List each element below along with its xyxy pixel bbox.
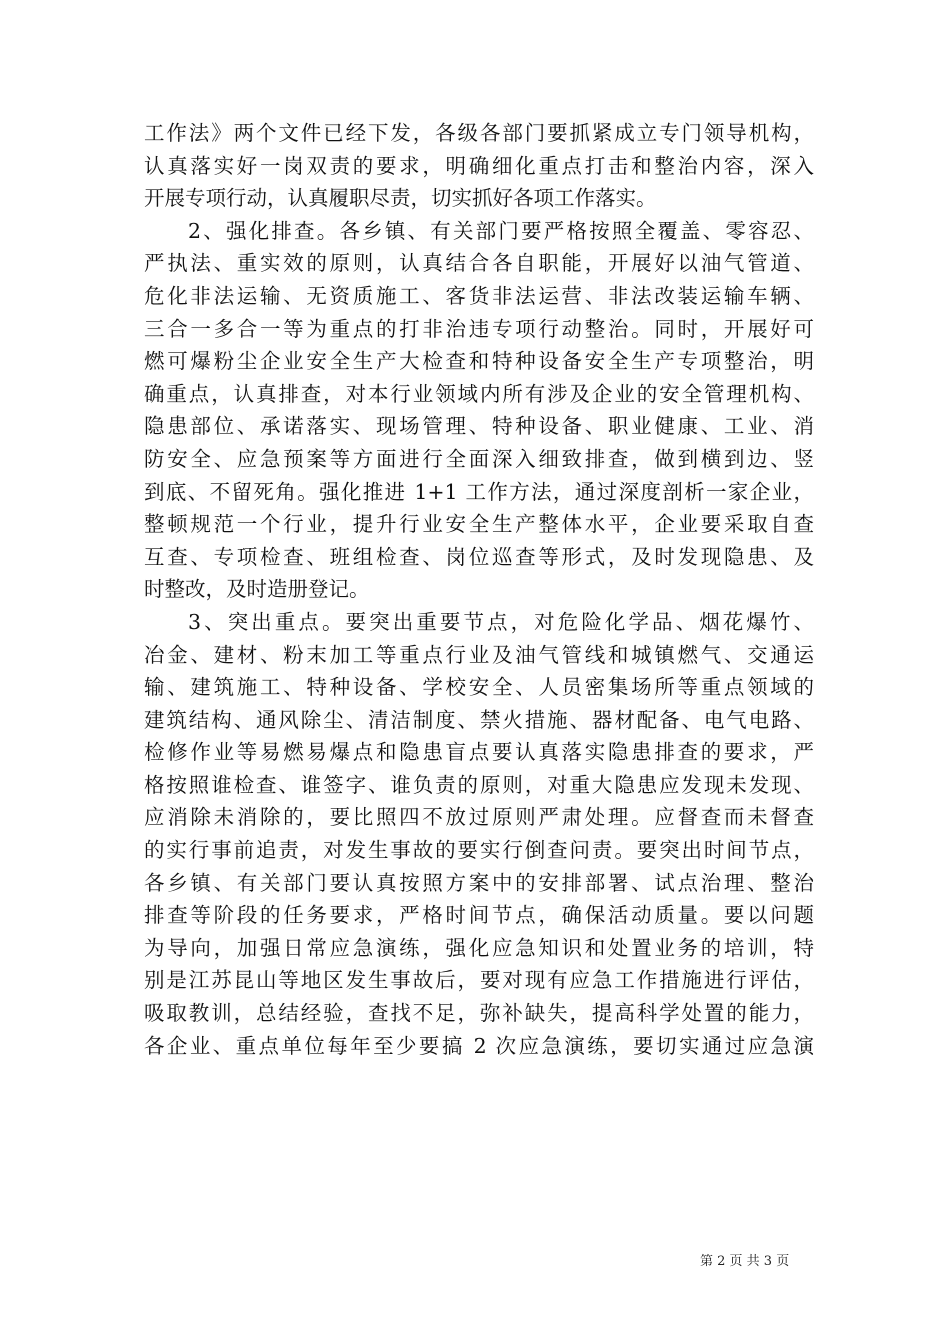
text-line: 到底、不留死角。强化推进 1+1 工作方法，通过深度剖析一家企业， <box>144 479 814 504</box>
text-line: 输、建筑施工、特种设备、学校安全、人员密集场所等重点领域的 <box>144 675 814 700</box>
text-line: 应消除未消除的，要比照四不放过原则严肃处理。应督查而未督查 <box>144 805 814 830</box>
text-line: 各乡镇、有关部门要认真按照方案中的安排部署、试点治理、整治 <box>144 870 814 895</box>
text-line: 各企业、重点单位每年至少要搞 2 次应急演练，要切实通过应急演 <box>144 1033 814 1058</box>
text-line: 冶金、建材、粉末加工等重点行业及油气管线和城镇燃气、交通运 <box>144 642 814 667</box>
text-line: 确重点，认真排查，对本行业领域内所有涉及企业的安全管理机构、 <box>144 381 814 406</box>
text-line: 2、强化排查。各乡镇、有关部门要严格按照全覆盖、零容忍、 <box>188 218 814 243</box>
text-line: 整顿规范一个行业，提升行业安全生产整体水平，企业要采取自查 <box>144 512 814 537</box>
text-line: 防安全、应急预案等方面进行全面深入细致排查，做到横到边、竖 <box>144 446 814 471</box>
text-line: 别是江苏昆山等地区发生事故后，要对现有应急工作措施进行评估， <box>144 968 814 993</box>
text-line: 格按照谁检查、谁签字、谁负责的原则，对重大隐患应发现未发现、 <box>144 772 814 797</box>
text-line: 互查、专项检查、班组检查、岗位巡查等形式，及时发现隐患、及 <box>144 544 814 569</box>
text-line: 的实行事前追责，对发生事故的要实行倒查问责。要突出时间节点， <box>144 838 814 863</box>
text-line: 建筑结构、通风除尘、清洁制度、禁火措施、器材配备、电气电路、 <box>144 707 814 732</box>
text-line: 3、突出重点。要突出重要节点，对危险化学品、烟花爆竹、 <box>188 609 814 634</box>
text-line: 隐患部位、承诺落实、现场管理、特种设备、职业健康、工业、消 <box>144 414 814 439</box>
text-line: 认真落实好一岗双责的要求，明确细化重点打击和整治内容，深入 <box>144 153 814 178</box>
text-line: 危化非法运输、无资质施工、客货非法运营、非法改装运输车辆、 <box>144 283 814 308</box>
body-text <box>144 117 814 1062</box>
text-line: 三合一多合一等为重点的打非治违专项行动整治。同时，开展好可 <box>144 316 814 341</box>
text-line: 工作法》两个文件已经下发，各级各部门要抓紧成立专门领导机构， <box>144 121 814 145</box>
text-line: 吸取教训，总结经验，查找不足，弥补缺失，提高科学处置的能力， <box>144 1001 814 1026</box>
text-line: 检修作业等易燃易爆点和隐患盲点要认真落实隐患排查的要求，严 <box>144 740 814 765</box>
text-line: 时整改，及时造册登记。 <box>144 577 370 602</box>
page-number: 第 2 页 共 3 页 <box>700 1254 790 1269</box>
text-line: 开展专项行动，认真履职尽责，切实抓好各项工作落实。 <box>144 186 657 211</box>
text-line: 燃可爆粉尘企业安全生产大检查和特种设备安全生产专项整治，明 <box>144 349 814 374</box>
text-line: 严执法、重实效的原则，认真结合各自职能，开展好以油气管道、 <box>144 251 814 276</box>
text-line: 为导向，加强日常应急演练，强化应急知识和处置业务的培训，特 <box>144 935 814 960</box>
text-line: 排查等阶段的任务要求，严格时间节点，确保活动质量。要以问题 <box>144 903 814 928</box>
